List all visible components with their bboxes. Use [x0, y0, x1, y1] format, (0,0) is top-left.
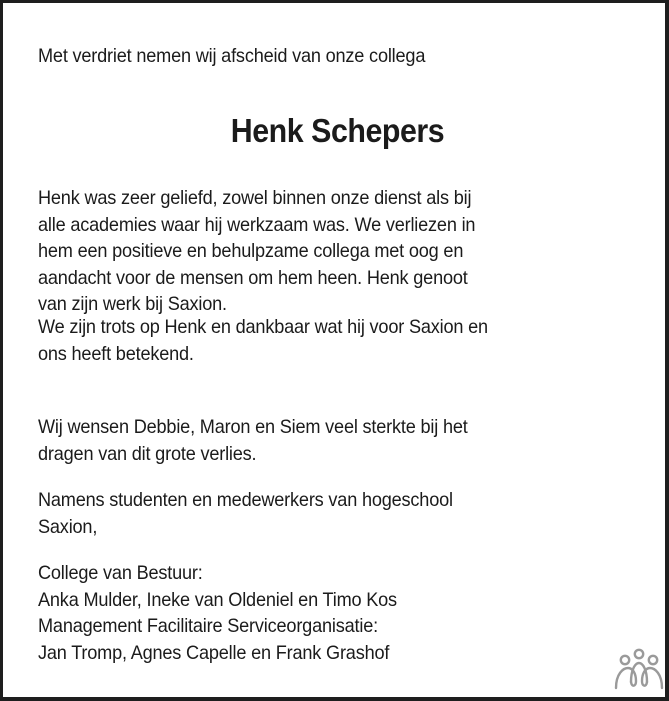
signatory-names: Anka Mulder, Ineke van Oldeniel en Timo Kos: [38, 588, 397, 611]
deceased-name: Henk Schepers: [230, 112, 445, 149]
text-line: Namens studenten en medewerkers van hogeschool: [38, 489, 453, 511]
signatory-heading: College van Bestuur:: [38, 562, 203, 584]
people-group-icon: [614, 648, 664, 690]
signatory-heading: Management Facilitaire Serviceorganisatie:: [38, 615, 378, 637]
text-line: alle academies waar hij werkzaam was. We verliezen in: [38, 213, 476, 236]
text-line: dragen van dit grote verlies.: [38, 442, 257, 465]
paragraph-on-behalf: [38, 487, 453, 540]
signatory-names: Jan Tromp, Agnes Capelle en Frank Grashof: [38, 641, 390, 664]
text-line: We zijn trots op Henk en dankbaar wat hij voor Saxion en: [38, 316, 488, 338]
paragraph-gratitude: [38, 314, 488, 367]
text-line: Wij wensen Debbie, Maron en Siem veel sterkte bij het: [38, 416, 468, 438]
paragraph-tribute: [38, 185, 475, 318]
signatories: [38, 560, 397, 666]
text-line: Saxion,: [38, 515, 98, 538]
text-line: van zijn werk bij Saxion.: [38, 293, 227, 315]
intro-text: Met verdriet nemen wij afscheid van onze collega: [38, 45, 426, 67]
text-line: ons heeft betekend.: [38, 342, 194, 365]
text-line: hem een positieve en behulpzame collega met oog en: [38, 240, 464, 262]
text-line: aandacht voor de mensen om hem heen. Henk genoot: [38, 266, 468, 289]
text-line: Henk was zeer geliefd, zowel binnen onze dienst als bij: [38, 187, 472, 209]
paragraph-condolence: [38, 414, 468, 467]
